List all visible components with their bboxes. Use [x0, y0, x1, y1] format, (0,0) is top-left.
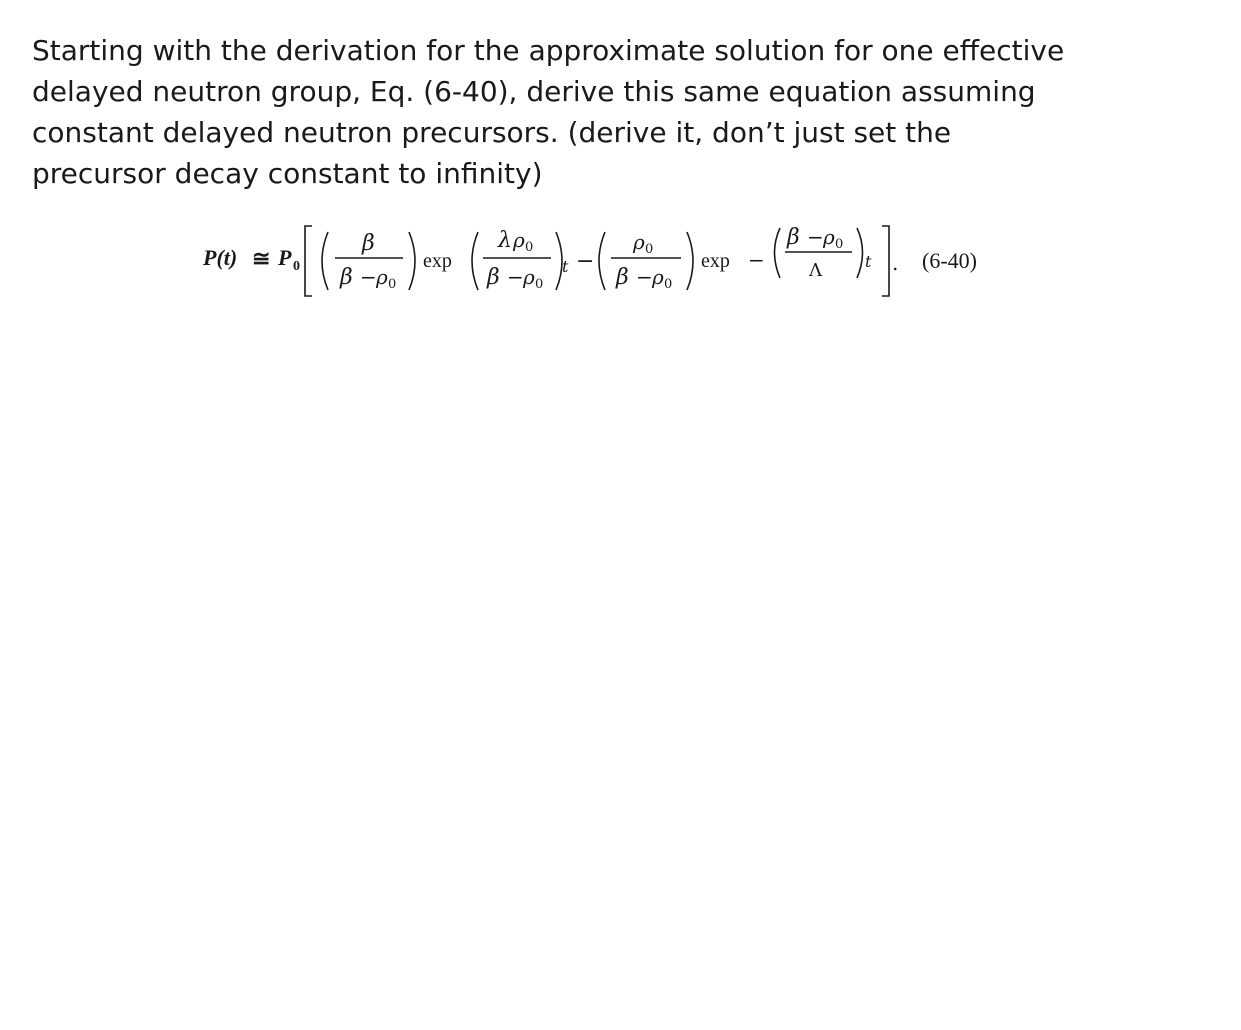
eq-left-square-bracket [305, 226, 312, 296]
eq-frac4-num-beta: β [787, 225, 800, 250]
eq-frac2-den-beta: β [487, 265, 500, 290]
eq-paren-1-left [322, 232, 328, 290]
eq-frac3-den-minus: − [636, 265, 653, 289]
eq-frac2-num-lambda: λ [498, 228, 512, 253]
problem-line-4: precursor decay constant to infinity) [32, 157, 543, 190]
eq-minus-main: − [576, 249, 595, 274]
eq-frac2-num-rho-sub: 0 [525, 240, 534, 255]
eq-paren-4-right [857, 228, 863, 278]
eq-paren-3-right [687, 232, 693, 290]
eq-lhs: P(t) [203, 245, 238, 270]
eq-frac4-num-rho: ρ [823, 225, 835, 249]
eq-frac4-num-rho-sub: 0 [835, 237, 844, 252]
eq-p0-subscript: 0 [293, 259, 300, 274]
eq-paren-3-left [599, 232, 605, 290]
problem-line-3: constant delayed neutron precursors. (derive it, don’t just set the [32, 116, 952, 149]
problem-line-1: Starting with the derivation for the approximate solution for one effective [32, 34, 1065, 67]
eq-frac3-num-rho-sub: 0 [645, 242, 654, 257]
eq-frac2-den-minus: − [507, 265, 524, 289]
eq-frac1-den-rho: ρ [376, 265, 388, 289]
eq-t-2: t [865, 252, 872, 271]
eq-frac1-numerator-beta: β [362, 231, 375, 256]
eq-frac2-den-rho: ρ [523, 265, 535, 289]
eq-frac2-den-rho-sub: 0 [535, 277, 544, 292]
eq-exp-1: exp [423, 250, 452, 272]
eq-number: (6-40) [922, 248, 977, 273]
eq-frac1-den-rho-sub: 0 [388, 277, 397, 292]
eq-frac1-den-beta: β [340, 265, 353, 290]
eq-frac3-num-rho: ρ [633, 230, 645, 254]
eq-frac3-den-beta: β [616, 265, 629, 290]
eq-t-1: t [562, 257, 569, 276]
eq-period: . [892, 251, 899, 275]
eq-right-square-bracket [882, 226, 889, 296]
eq-frac3-den-rho: ρ [652, 265, 664, 289]
eq-frac2-num-rho: ρ [513, 228, 525, 252]
eq-p0: P [278, 245, 292, 270]
eq-paren-1-right [409, 232, 415, 290]
eq-paren-2-left [472, 232, 478, 290]
eq-frac4-den-Lambda: Λ [809, 260, 822, 281]
equation-graphic [195, 212, 995, 302]
problem-line-2: delayed neutron group, Eq. (6-40), derive this same equation assuming [32, 75, 1036, 108]
eq-frac4-num-minus: − [807, 225, 824, 249]
eq-approx-sign: ≅ [252, 246, 271, 271]
problem-statement [32, 30, 1212, 194]
equation-6-40 [195, 212, 995, 302]
eq-exp-2-minus: − [748, 248, 765, 272]
eq-exp-2: exp [701, 250, 730, 272]
eq-frac3-den-rho-sub: 0 [664, 277, 673, 292]
eq-frac1-den-minus: − [360, 265, 377, 289]
eq-paren-4-left [775, 228, 781, 278]
